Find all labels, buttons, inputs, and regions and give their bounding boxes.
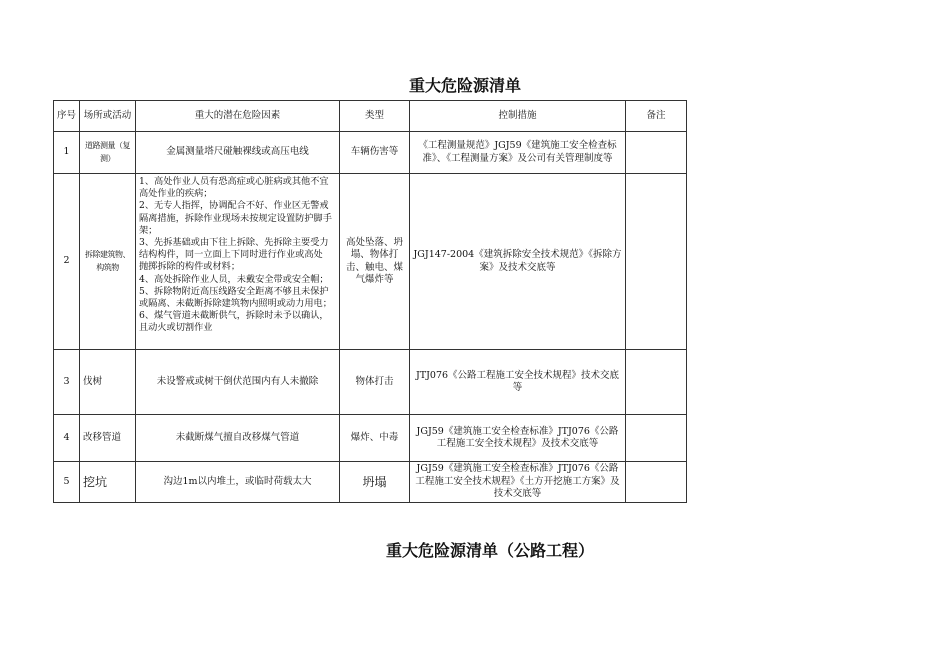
cell-factors	[136, 174, 340, 350]
table-header-row	[54, 101, 687, 132]
factor-line: 抛掷拆除的构件或材料；	[139, 261, 241, 273]
cell-type: 物体打击	[340, 350, 410, 415]
header-place: 场所或活动	[80, 101, 136, 132]
cell-factors: 沟边1m以内堆土，或临时荷载太大	[136, 462, 340, 503]
cell-seq: 3	[54, 350, 80, 415]
cell-place: 伐树	[80, 350, 136, 415]
table-row	[54, 462, 687, 503]
section-title: 重大危险源清单（公路工程）	[385, 541, 594, 560]
cell-remarks	[626, 462, 687, 503]
cell-measures: JGJ147-2004《建筑拆除安全技术规范》《拆除方案》及技术交底等	[410, 174, 626, 350]
table-row	[54, 350, 687, 415]
cell-remarks	[626, 174, 687, 350]
factor-line: 结构构件，同一立面上下同时进行作业或高处	[139, 249, 323, 261]
cell-measures: JTJ076《公路工程施工安全技术规程》技术交底等	[410, 350, 626, 415]
factor-line: 高处作业的疾病；	[139, 188, 213, 200]
cell-place: 改移管道	[80, 415, 136, 462]
cell-measures: JGJ59《建筑施工安全检查标准》JTJ076《公路工程施工安全技术规程》《土方开挖施工方案》及技术交底等	[410, 462, 626, 503]
header-type: 类型	[340, 101, 410, 132]
header-factors: 重大的潜在危险因素	[136, 101, 340, 132]
cell-type: 坍塌	[340, 462, 410, 503]
cell-remarks	[626, 415, 687, 462]
cell-factors: 未截断煤气擅自改移煤气管道	[136, 415, 340, 462]
cell-seq: 4	[54, 415, 80, 462]
cell-seq: 1	[54, 132, 80, 174]
factor-line: 1、高处作业人员有恐高症或心脏病或其他不宜	[139, 176, 329, 187]
header-seq: 序号	[54, 101, 80, 132]
factor-line: 架；	[139, 224, 158, 236]
hazard-table	[53, 100, 687, 503]
cell-place: 道路测量（复测）	[80, 132, 136, 174]
header-measures: 控制措施	[410, 101, 626, 132]
cell-seq: 2	[54, 174, 80, 350]
cell-seq: 5	[54, 462, 80, 503]
cell-remarks	[626, 350, 687, 415]
header-remarks: 备注	[626, 101, 687, 132]
cell-type: 车辆伤害等	[340, 132, 410, 174]
table-row	[54, 132, 687, 174]
cell-type: 爆炸、中毒	[340, 415, 410, 462]
factor-line: 或隔离、未截断拆除建筑物内照明或动力用电；	[139, 298, 332, 310]
table-row	[54, 174, 687, 350]
cell-factors: 未设警戒或树干倒伏范围内有人未撤除	[136, 350, 340, 415]
factor-line: 隔离措施，拆除作业现场未按规定设置防护脚手	[139, 212, 332, 224]
factor-line: 4、高处拆除作业人员，未戴安全带或安全帽；	[139, 273, 329, 285]
factor-line: 3、先拆基础或由下往上拆除、先拆除主要受力	[139, 237, 329, 249]
table-row	[54, 415, 687, 462]
factor-line: 且动火或切割作业	[139, 322, 213, 334]
cell-measures: 《工程测量规范》JGJ59《建筑施工安全检查标准》、《工程测量方案》及公司有关管理制度等	[410, 132, 626, 174]
factor-line: 5、拆除物附近高压线路安全距离不够且未保护	[139, 285, 329, 297]
cell-place: 挖坑	[80, 462, 136, 503]
cell-place: 拆除建筑物、构筑物	[80, 174, 136, 350]
cell-measures: JGJ59《建筑施工安全检查标准》JTJ076《公路工程施工安全技术规程》及技术交底等	[410, 415, 626, 462]
cell-remarks	[626, 132, 687, 174]
page-title: 重大危险源清单	[408, 76, 521, 95]
factor-line: 2、无专人指挥，协调配合不好、作业区无警戒	[139, 200, 329, 212]
cell-factors: 金属测量塔尺碰触裸线或高压电线	[136, 132, 340, 174]
cell-type: 高处坠落、坍塌、物体打击、触电、煤气爆炸等	[340, 174, 410, 350]
factor-line: 6、煤气管道未截断供气，拆除时未予以确认，	[139, 310, 329, 322]
